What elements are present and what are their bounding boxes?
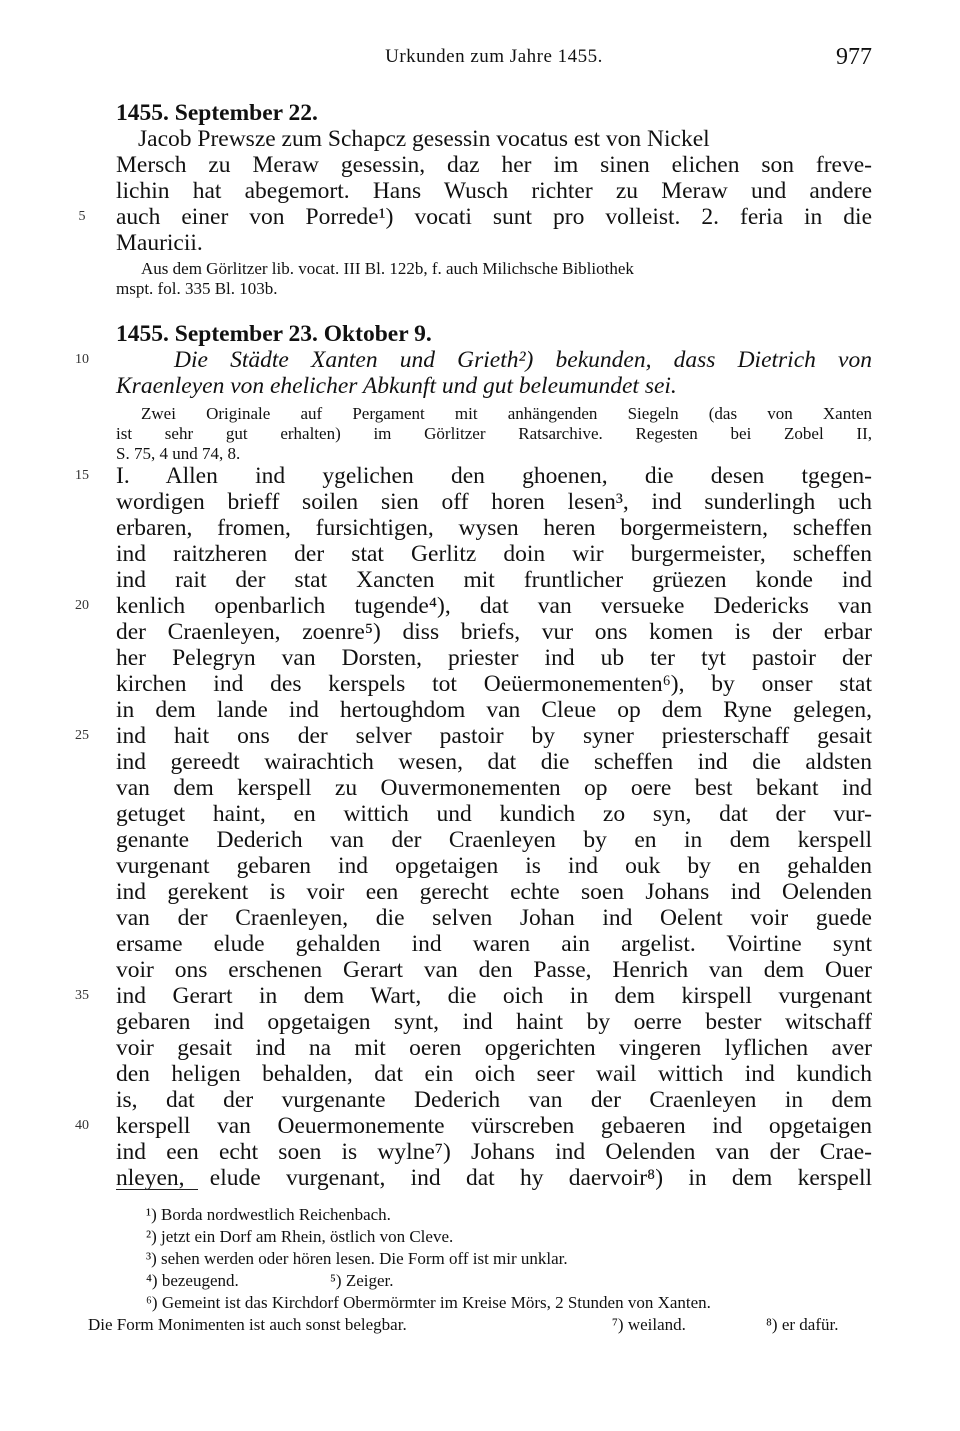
footnote: ⁷) weiland.: [612, 1315, 686, 1334]
body-line: genante Dederich van der Craenleyen by en in dem kerspell: [116, 827, 872, 853]
footnote: ⁶) Gemeint ist das Kirchdorf Obermörmter im Kreise Mörs, 2 Stunden von Xanten.: [146, 1293, 711, 1312]
body-line: her Pelegryn van Dorsten, priester ind ub ter tyt pastoir der: [116, 645, 872, 671]
body-line: gebaren ind opgetaigen synt, ind haint by oerre bester witschaff: [116, 1009, 872, 1035]
body-line: wordigen brieff soilen sien off horen lesen³, ind sunderlingh uch: [116, 489, 872, 515]
body-line: ind hait ons der selver pastoir by syner priesterschaff gesait: [116, 723, 872, 749]
source-note: mspt. fol. 335 Bl. 103b.: [116, 279, 278, 298]
footnote: ⁵) Zeiger.: [330, 1271, 394, 1290]
footnote: ⁸) er dafür.: [766, 1315, 839, 1334]
body-line: is, dat der vurgenante Dederich van der Craenleyen in dem: [116, 1087, 872, 1113]
running-title: Urkunden zum Jahre 1455.: [385, 46, 603, 67]
body-line: kenlich openbarlich tugende⁴), dat van versueke Dedericks van: [116, 593, 872, 619]
text-line: lichin hat abegemort. Hans Wusch richter zu Meraw und andere: [116, 178, 872, 204]
body-line: erbaren, fromen, fursichtigen, wysen heren borgermeistern, scheffen: [116, 515, 872, 541]
regest-line: Kraenleyen von ehelicher Abkunft und gut beleumundet sei.: [116, 373, 677, 399]
footnote: Die Form Monimenten ist auch sonst belegbar.: [88, 1315, 407, 1334]
line-number: 15: [75, 468, 89, 483]
body-line: kerspell van Oeuermonemente vürscreben gebaeren ind opgetaigen: [116, 1113, 872, 1139]
body-line: I. Allen ind ygelichen den ghoenen, die desen tgegen-: [116, 463, 872, 489]
text-line: auch einer von Porrede¹) vocati sunt pro volleist. 2. feria in die: [116, 204, 872, 230]
line-number: 5: [78, 209, 86, 224]
body-line: voir ons erschenen Gerart van den Passe, Henrich van dem Ouer: [116, 957, 872, 983]
text-line: Mersch zu Meraw gesessin, daz her im sinen elichen son freve-: [116, 152, 872, 178]
body-line: van der Craenleyen, die selven Johan ind Oelent voir guede: [116, 905, 872, 931]
source-note: ist sehr gut erhalten) im Görlitzer Ratsarchive. Regesten bei Zobel II,: [116, 424, 872, 443]
running-head: [116, 46, 872, 74]
text-line: Mauricii.: [116, 230, 203, 256]
body-line: kirchen ind des kerspels tot Oeüermonementen⁶), by onser stat: [116, 671, 872, 697]
body-line: ind raitzheren der stat Gerlitz doin wir burgermeister, scheffen: [116, 541, 872, 567]
body-line: ind een echt soen is wylne⁷) Johans ind Oelenden van der Crae-: [116, 1139, 872, 1165]
footnote: ³) sehen werden oder hören lesen. Die Form off ist mir unklar.: [146, 1249, 568, 1268]
body-line: getuget haint, en wittich und kundich zo syn, dat der vur-: [116, 801, 872, 827]
footnote: ²) jetzt ein Dorf am Rhein, östlich von Cleve.: [146, 1227, 454, 1246]
regest-line: Die Städte Xanten und Grieth²) bekunden, dass Dietrich von: [174, 347, 872, 373]
body-line: vurgenant gebaren ind opgetaigen is ind ouk by en gehalden: [116, 853, 872, 879]
source-note: Zwei Originale auf Pergament mit anhängenden Siegeln (das von Xanten: [141, 404, 872, 423]
line-number: 35: [75, 988, 89, 1003]
source-note: Aus dem Görlitzer lib. vocat. III Bl. 122b, f. auch Milichsche Bibliothek: [141, 259, 634, 278]
page-number: 977: [836, 44, 872, 70]
body-line: ind Gerart in dem Wart, die oich in dem kirspell vurgenant: [116, 983, 872, 1009]
body-line: ind gerekent is voir een gerecht echte soen Johans ind Oelenden: [116, 879, 872, 905]
entry-date: 1455. September 23. Oktober 9.: [116, 321, 432, 347]
footnote-separator: [116, 1189, 198, 1190]
body-line: den heligen behalden, dat ein oich seer wail wittich ind kundich: [116, 1061, 872, 1087]
body-line: ind rait der stat Xancten mit fruntlicher grüezen konde ind: [116, 567, 872, 593]
entry-date: 1455. September 22.: [116, 100, 318, 126]
line-number: 40: [75, 1118, 89, 1133]
body-line: voir gesait ind na mit oeren opgerichten vingeren lyflichen aver: [116, 1035, 872, 1061]
footnote: ¹) Borda nordwestlich Reichenbach.: [146, 1205, 391, 1224]
body-line: van dem kerspell zu Ouvermonementen op oere best bekant ind: [116, 775, 872, 801]
body-line: ersame elude gehalden ind waren ain argelist. Voirtine synt: [116, 931, 872, 957]
body-line: nleyen, elude vurgenant, ind dat hy daervoir⁸) in dem kerspell: [116, 1165, 872, 1191]
footnote: ⁴) bezeugend.: [146, 1271, 239, 1290]
text-line: Jacob Prewsze zum Schapcz gesessin vocatus est von Nickel: [138, 126, 710, 152]
line-number: 10: [75, 352, 89, 367]
line-number: 25: [75, 728, 89, 743]
body-line: der Craenleyen, zoenre⁵) diss briefs, vur ons komen is der erbar: [116, 619, 872, 645]
source-note: S. 75, 4 und 74, 8.: [116, 444, 241, 463]
body-line: ind gereedt wairachtich wesen, dat die scheffen ind die aldsten: [116, 749, 872, 775]
body-line: in dem lande ind hertoughdom van Cleue op dem Ryne gelegen,: [116, 697, 872, 723]
line-number: 20: [75, 598, 89, 613]
